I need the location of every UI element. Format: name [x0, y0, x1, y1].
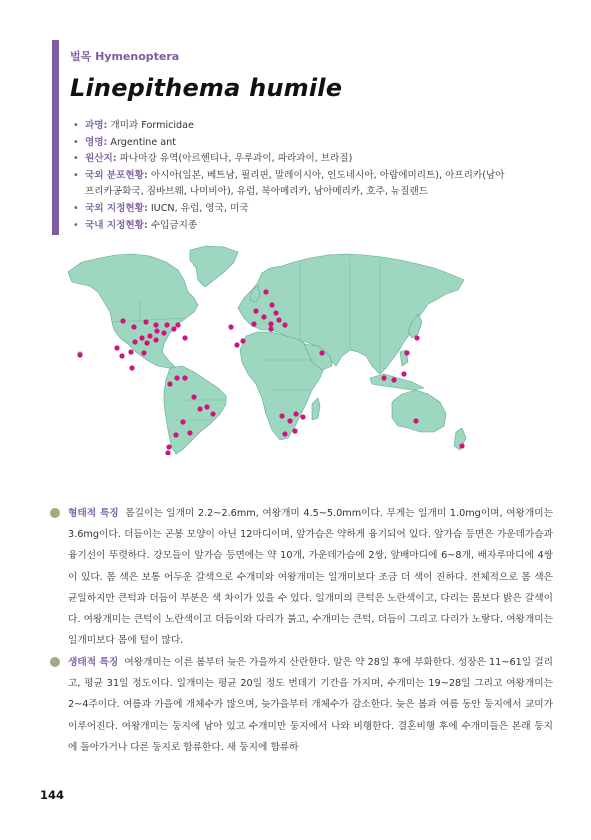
distribution-marker: [77, 352, 82, 357]
header-accent-bar: [52, 40, 59, 235]
distribution-marker: [240, 338, 245, 343]
distribution-marker: [114, 345, 119, 350]
order-label: 벌목 Hymenoptera: [70, 50, 180, 63]
page-number: 144: [40, 788, 65, 802]
distribution-marker: [234, 342, 239, 347]
info-value: IUCN, 유럽, 영국, 미국: [147, 202, 249, 214]
distribution-marker: [153, 337, 158, 342]
distribution-marker: [273, 310, 278, 315]
distribution-marker: [166, 444, 171, 449]
distribution-marker: [404, 350, 409, 355]
info-value: 아시아(일본, 베트남, 필리핀, 말레이시아, 인도네시아, 아랍에미리트), 아프리카(남아프리카공화국, 짐바브웨, 나미비아), 유럽, 북아메리카, 남아메리카, 호주, 뉴질랜드: [85, 169, 505, 198]
distribution-marker: [282, 431, 287, 436]
section-bullet-icon: [50, 657, 60, 667]
info-label: 원산지:: [85, 153, 117, 165]
distribution-marker: [167, 381, 172, 386]
info-family: [72, 118, 512, 135]
distribution-marker: [268, 321, 273, 326]
distribution-marker: [251, 321, 256, 326]
info-domestic-designation: [72, 218, 512, 235]
distribution-marker: [154, 328, 159, 333]
distribution-marker: [129, 365, 134, 370]
distribution-marker: [139, 335, 144, 340]
section-title: 형태적 특징: [68, 508, 119, 519]
distribution-marker: [204, 404, 209, 409]
world-map-svg: [62, 243, 468, 455]
distribution-marker: [141, 350, 146, 355]
landmass-indonesia: [370, 374, 424, 390]
distribution-marker: [282, 322, 287, 327]
distribution-marker: [197, 406, 202, 411]
distribution-marker: [180, 419, 185, 424]
landmass-greenland: [190, 246, 238, 287]
distribution-marker: [147, 333, 152, 338]
distribution-marker: [120, 318, 125, 323]
distribution-marker: [132, 339, 137, 344]
section-text: 여왕개미는 이른 봄부터 늦은 가을까지 산란한다. 알은 약 28일 후에 부화한다. 성장은 11~61일 걸리고, 평균 31일 정도이다. 일개미는 평균 20일 정도 번데기 기간을 가지며, 수개미는 19~28일 그리고 여왕개미는 2~4주이다. 여름과 가을에 개체수가 많으며, 늦가을부터 개체수가 감소한다. 늦은 봄과 여름 동안 둥지에서 교미가 이루어진다. 여왕개미는 둥지에 남아 있고 수개미만 둥지에서 나와 비행한다. 결혼비행 후에 수개미들은 본래 둥지에 돌아가거나 다른 둥지로 합류한다. 새 둥지에 합류하: [68, 657, 553, 753]
section-title: 생태적 특징: [68, 657, 119, 668]
distribution-marker: [279, 413, 284, 418]
info-value: 수입금지종: [147, 219, 198, 231]
distribution-map: [62, 243, 468, 455]
distribution-marker: [210, 411, 215, 416]
distribution-marker: [175, 322, 180, 327]
distribution-marker: [391, 377, 396, 382]
distribution-marker: [401, 371, 406, 376]
distribution-marker: [144, 340, 149, 345]
distribution-marker: [228, 324, 233, 329]
distribution-marker: [187, 430, 192, 435]
distribution-marker: [261, 314, 266, 319]
distribution-marker: [143, 319, 148, 324]
distribution-marker: [381, 375, 386, 380]
distribution-marker: [131, 324, 136, 329]
distribution-marker: [263, 289, 268, 294]
distribution-marker: [119, 353, 124, 358]
distribution-marker: [253, 308, 258, 313]
section-bullet-icon: [50, 508, 60, 518]
species-name: Linepithema humile: [70, 74, 343, 102]
distribution-marker: [165, 450, 170, 455]
ecology-section: [68, 652, 553, 758]
distribution-marker: [182, 335, 187, 340]
distribution-marker: [459, 443, 464, 448]
info-value: 개미과 Formicidae: [107, 120, 194, 131]
distribution-marker: [293, 411, 298, 416]
info-value: Argentine ant: [107, 136, 177, 148]
info-foreign-distribution: [72, 168, 512, 201]
distribution-marker: [276, 317, 281, 322]
info-foreign-designation: [72, 201, 512, 218]
landmass-madagascar: [312, 398, 320, 420]
distribution-marker: [287, 418, 292, 423]
distribution-marker: [128, 349, 133, 354]
distribution-marker: [269, 302, 274, 307]
morphology-section: [68, 503, 553, 651]
distribution-marker: [414, 335, 419, 340]
info-origin: [72, 151, 512, 168]
distribution-marker: [171, 326, 176, 331]
section-text: 몸길이는 일개미 2.2~2.6mm, 여왕개미 4.5~5.0mm이다. 무게는 일개미 1.0mg이며, 여왕개미는 3.6mg이다. 더듬이는 곤봉 모양이 아닌 12마디이며, 앞가슴은 약하게 융기되어 있다. 앞가슴 등면은 가운데가슴과 융기선이 뚜렷하다. 강모들이 앞가슴 등면에는 약 10개, 가운데가슴에 2쌍, 앞배마디에 6~8개, 배자루마디에 4쌍이 있다. 몸 색은 보통 어두운 갈색으로 수개미와 여왕개미는 일개미보다 조금 더 색이 진하다. 전체적으로 몸 색은 균일하지만 큰턱과 더듬이 부분은 색 차이가 있을 수 있다. 일개미의 큰턱은 노란색이고, 다리는 몸보다 밝은 갈색이다. 여왕개미는 큰턱이 노란색이고 더듬이와 다리가 붉고, 수개미는 큰턱, 더듬이 그리고 다리가 노랗다. 여왕개미는 일개미보다 몸에 털이 많다.: [68, 508, 553, 647]
distribution-marker: [161, 330, 166, 335]
info-label: 국외 분포현황:: [85, 169, 148, 181]
info-label: 국외 지정현황:: [85, 202, 148, 214]
distribution-marker: [319, 350, 324, 355]
info-value: 파나마강 유역(아르헨티나, 우루과이, 파라과이, 브라질): [116, 153, 353, 165]
landmass-australia: [392, 390, 446, 432]
distribution-marker: [292, 428, 297, 433]
info-english-name: [72, 135, 512, 152]
distribution-marker: [191, 394, 196, 399]
info-label: 영명:: [85, 136, 108, 148]
distribution-marker: [182, 375, 187, 380]
distribution-marker: [268, 326, 273, 331]
distribution-marker: [300, 414, 305, 419]
landmass-south-america: [164, 366, 226, 454]
distribution-marker: [174, 375, 179, 380]
distribution-marker: [153, 322, 158, 327]
distribution-marker: [173, 432, 178, 437]
distribution-marker: [413, 418, 418, 423]
species-header: [52, 40, 532, 235]
distribution-marker: [164, 322, 169, 327]
info-label: 과명:: [85, 120, 108, 131]
species-info-list: [72, 118, 512, 234]
info-label: 국내 지정현황:: [85, 219, 148, 231]
